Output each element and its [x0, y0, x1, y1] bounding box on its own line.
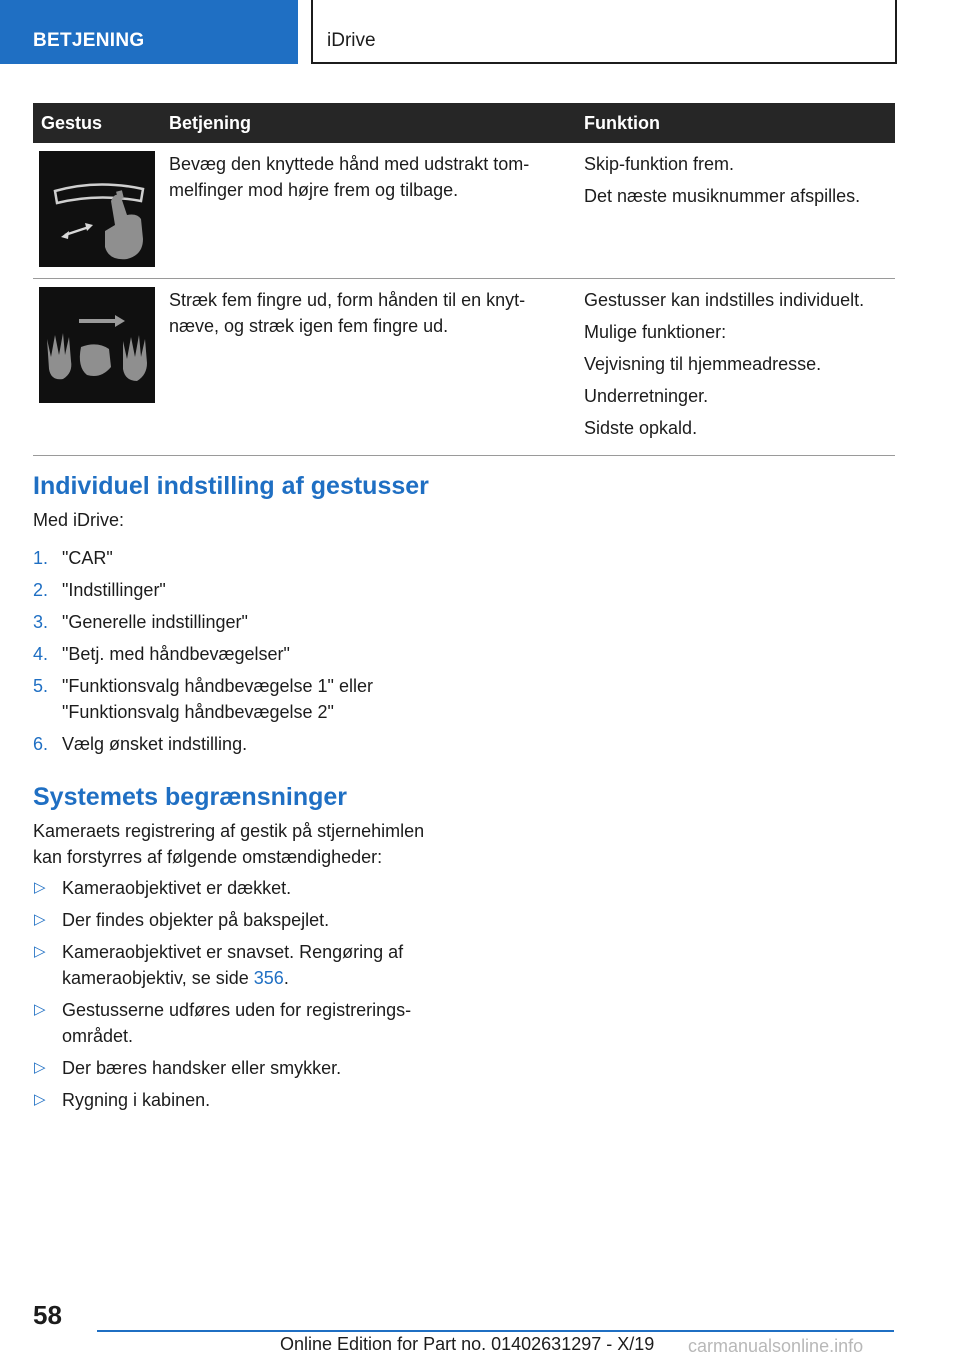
table-header-row [33, 103, 895, 143]
table-row [33, 278, 895, 455]
triangle-bullet-icon: ▷ [34, 1059, 46, 1076]
section-intro: Med iDrive: [33, 510, 125, 530]
operation-cell: Bevæg den knyttede hånd med udstrakt tom-melfinger mod højre frem og tilbage. [161, 143, 576, 278]
edition-text: Online Edition for Part no. 01402631297 - X/19 [280, 1334, 655, 1354]
section-intro: Kameraets registrering af gestik på stjernehimlen kan forstyrres af følgende omstændigheder: [33, 821, 425, 867]
gesture-cell [33, 143, 161, 278]
list-item: 3. "Generelle indstillinger" [33, 612, 248, 632]
limits-list [33, 875, 463, 1119]
list-item: 4. "Betj. med håndbevægelser" [33, 644, 290, 664]
gesture-table [33, 103, 895, 456]
header-chapter-box [311, 0, 897, 64]
list-item: ▷ Kameraobjektivet er dækket. [33, 875, 463, 901]
list-item: ▷ Kameraobjektivet er snavset. Rengøring af kameraobjektiv, se side 356. [33, 939, 462, 991]
header-section-tab [0, 0, 298, 64]
section-heading-individual-settings: Individuel indstilling af gestusser [33, 472, 429, 500]
column-header-gestus: Gestus [33, 103, 161, 143]
list-item: ▷ Rygning i kabinen. [33, 1087, 463, 1113]
function-cell: Skip-funktion frem. Det næste musiknummer afspilles. [576, 143, 895, 278]
gesture-hand-grab-icon [39, 287, 155, 403]
triangle-bullet-icon: ▷ [34, 1001, 46, 1018]
list-item: ▷ Der bæres handsker eller smykker. [33, 1055, 463, 1081]
page-number: 58 [33, 1300, 62, 1330]
table-row [33, 143, 895, 278]
steps-list [33, 545, 463, 763]
section-heading-system-limits: Systemets begrænsninger [33, 783, 347, 811]
list-item: ▷ Der findes objekter på bakspejlet. [33, 907, 463, 933]
triangle-bullet-icon: ▷ [34, 943, 46, 960]
triangle-bullet-icon: ▷ [34, 911, 46, 928]
chapter-title: iDrive [327, 30, 376, 51]
column-header-funktion: Funktion [576, 103, 895, 143]
list-item: 6. Vælg ønsket indstilling. [33, 734, 248, 754]
operation-cell: Stræk fem fingre ud, form hånden til en knyt-næve, og stræk igen fem fingre ud. [161, 278, 576, 455]
column-header-betjening: Betjening [161, 103, 576, 143]
gesture-fist-swipe-icon [39, 151, 155, 267]
function-cell: Gestusser kan indstilles individuelt. Mulige funktioner: Vejvisning til hjemmeadresse. Underretninger. Sidste opkald. [576, 278, 895, 455]
list-item: 1. "CAR" [33, 548, 113, 568]
list-item: 5. "Funktionsvalg håndbevægelse 1" eller "Funktionsvalg håndbevægelse 2" [33, 676, 373, 722]
triangle-bullet-icon: ▷ [34, 879, 46, 896]
watermark-text: carmanualsonline.info [688, 1336, 864, 1356]
section-title: BETJENING [33, 30, 145, 51]
page-link[interactable]: 356 [253, 968, 284, 988]
list-item: ▷ Gestusserne udføres uden for registrerings-området. [33, 997, 472, 1049]
triangle-bullet-icon: ▷ [34, 1091, 46, 1108]
footer-divider [97, 1330, 894, 1332]
list-item: 2. "Indstillinger" [33, 580, 166, 600]
gesture-cell [33, 278, 161, 455]
